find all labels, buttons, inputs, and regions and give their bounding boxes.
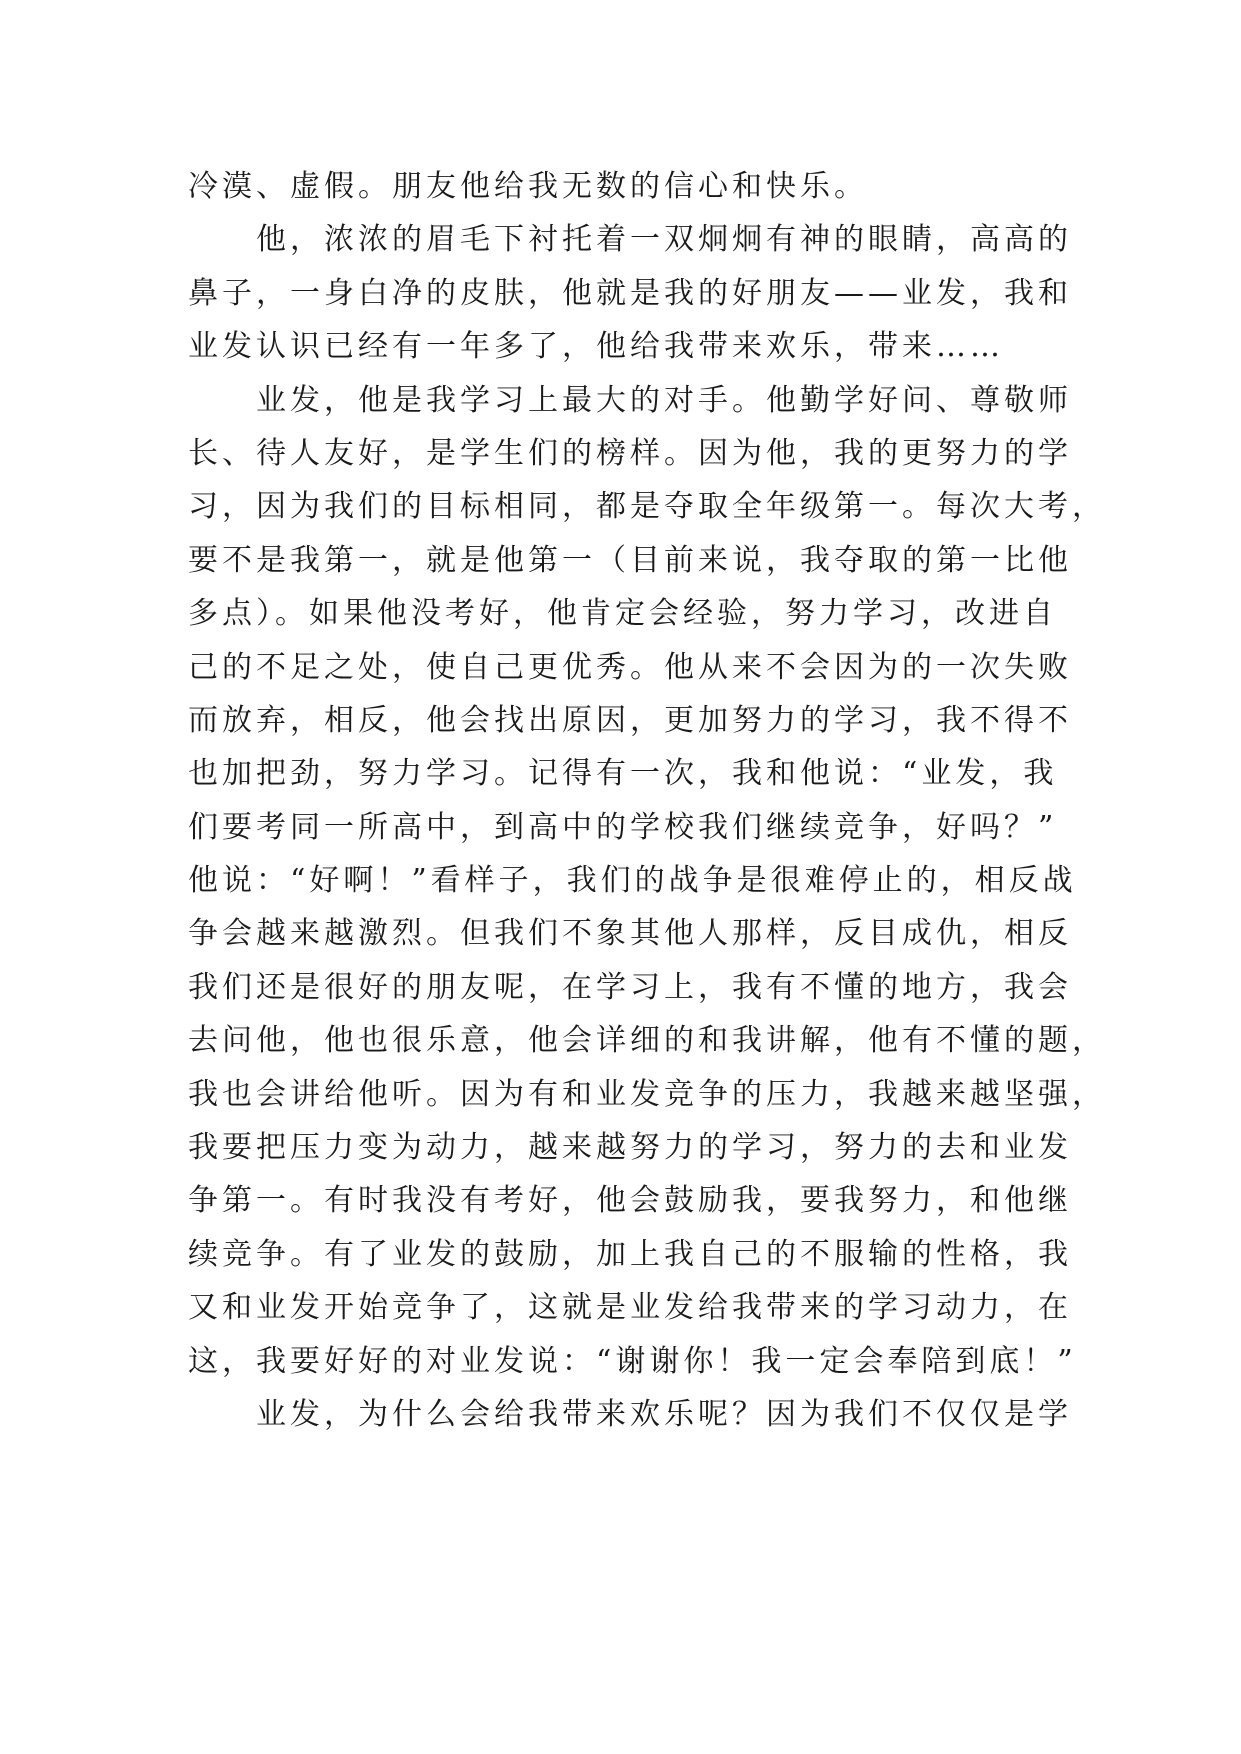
- text-line: 鼻子，一身白净的皮肤，他就是我的好朋友——业发，我和: [188, 275, 1072, 311]
- text-line: 多点）。如果他没考好，他肯定会经验，努力学习，改进自: [188, 596, 1057, 632]
- text-line: 习，因为我们的目标相同，都是夺取全年级第一。每次大考，: [188, 489, 1106, 525]
- document-body: [188, 160, 1106, 1441]
- text-line: 而放弃，相反，他会找出原因，更加努力的学习，我不得不: [188, 702, 1072, 738]
- text-line: 业发认识已经有一年多了，他给我带来欢乐，带来……: [188, 329, 1004, 365]
- text-line: 也加把劲，努力学习。记得有一次，我和他说：“业发，我: [188, 756, 1058, 792]
- text-line: 己的不足之处，使自己更优秀。他从来不会因为的一次失败: [188, 649, 1072, 685]
- text-line: 业发，他是我学习上最大的对手。他勤学好问、尊敬师: [256, 382, 1072, 418]
- text-line: 争第一。有时我没有考好，他会鼓励我，要我努力，和他继: [188, 1183, 1072, 1219]
- text-line: 他说：“好啊！”看样子，我们的战争是很难停止的，相反战: [188, 863, 1077, 899]
- text-line: 冷漠、虚假。朋友他给我无数的信心和快乐。: [188, 169, 868, 204]
- text-line: 我也会讲给他听。因为有和业发竞争的压力，我越来越坚强，: [188, 1076, 1106, 1112]
- text-line: 们要考同一所高中，到高中的学校我们继续竞争，好吗？”: [188, 809, 1058, 845]
- text-line: 这，我要好好的对业发说：“谢谢你！我一定会奉陪到底！”: [188, 1343, 1077, 1379]
- text-line: 业发，为什么会给我带来欢乐呢？因为我们不仅仅是学: [256, 1396, 1072, 1432]
- text-line: 要不是我第一，就是他第一（目前来说，我夺取的第一比他: [188, 542, 1072, 578]
- text-line: 又和业发开始竞争了，这就是业发给我带来的学习动力，在: [188, 1290, 1072, 1326]
- text-line: 他，浓浓的眉毛下衬托着一双炯炯有神的眼睛，高高的: [256, 222, 1072, 258]
- text-line: 争会越来越激烈。但我们不象其他人那样，反目成仇，相反: [188, 916, 1072, 952]
- text-line: 我们还是很好的朋友呢，在学习上，我有不懂的地方，我会: [188, 969, 1072, 1005]
- text-line: 去问他，他也很乐意，他会详细的和我讲解，他有不懂的题，: [188, 1023, 1106, 1059]
- text-line: 我要把压力变为动力，越来越努力的学习，努力的去和业发: [188, 1130, 1072, 1166]
- text-line: 长、待人友好，是学生们的榜样。因为他，我的更努力的学: [188, 435, 1072, 471]
- text-line: 续竞争。有了业发的鼓励，加上我自己的不服输的性格，我: [188, 1236, 1072, 1272]
